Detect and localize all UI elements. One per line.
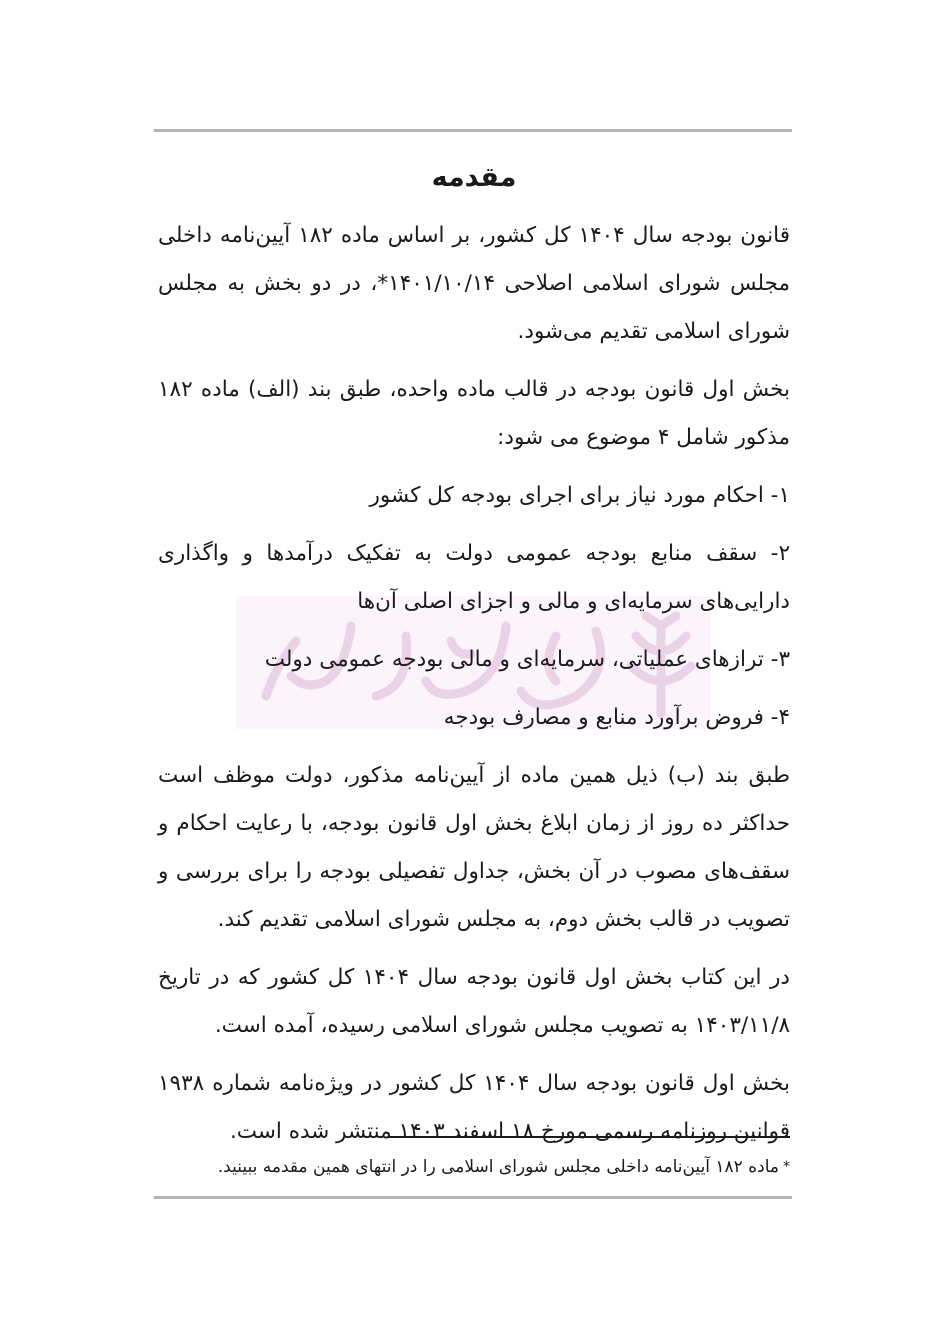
list-item-3: ۳- ترازهای عملیاتی، سرمایه‌ای و مالی بودجه عمومی دولت bbox=[264, 647, 790, 672]
list-item-2: ۲- سقف منابع بودجه عمومی دولت به تفکیک درآمدها و واگذاری دارایی‌های سرمایه‌ای و مالی و اجزای اصلی آن‌ها bbox=[158, 541, 790, 614]
top-divider bbox=[154, 129, 792, 132]
page-title: مقدمه bbox=[431, 162, 517, 193]
body-paragraph-1: طبق بند (ب) ذیل همین ماده از آیین‌نامه مذکور، دولت موظف است حداکثر ده روز از زمان ابلاغ بخش اول قانون بودجه، با رعایت احکام و سقف‌های مصوب در آن بخش، جداول تفصیلی بودجه را برای بررسی و تصویب در قالب بخش دوم، به مجلس شورای اسلامی تقدیم کند. bbox=[158, 763, 790, 932]
intro-paragraph-1: قانون بودجه سال ۱۴۰۴ کل کشور، بر اساس ماده ۱۸۲ آیین‌نامه داخلی مجلس شورای اسلامی اصلاحی ۱۴۰۱/۱۰/۱۴*، در دو بخش به مجلس شورای اسلامی تقدیم می‌شود. bbox=[158, 223, 790, 344]
intro-paragraph-2: بخش اول قانون بودجه در قالب ماده واحده، طبق بند (الف) ماده ۱۸۲ مذکور شامل ۴ موضوع می شود: bbox=[158, 377, 790, 450]
bottom-divider bbox=[154, 1196, 792, 1199]
body-paragraph-3: بخش اول قانون بودجه سال ۱۴۰۴ کل کشور در ویژه‌نامه شماره ۱۹۳۸ قوانین روزنامه رسمی مورخ ۱۸ اسفند ۱۴۰۳ منتشر شده است. bbox=[158, 1071, 790, 1144]
list-item-4: ۴- فروض برآورد منابع و مصارف بودجه bbox=[443, 705, 790, 730]
body-paragraph-2: در این کتاب بخش اول قانون بودجه سال ۱۴۰۴ کل کشور که در تاریخ ۱۴۰۳/۱۱/۸ به تصویب مجلس شورای اسلامی رسیده، آمده است. bbox=[158, 965, 790, 1038]
list-item-1: ۱- احکام مورد نیاز برای اجرای بودجه کل کشور bbox=[369, 483, 790, 508]
footnote-marker: * bbox=[783, 1159, 790, 1175]
footnote-text: ماده ۱۸۲ آیین‌نامه داخلی مجلس شورای اسلامی را در انتهای همین مقدمه ببینید. bbox=[217, 1157, 779, 1177]
main-content bbox=[158, 150, 790, 1156]
